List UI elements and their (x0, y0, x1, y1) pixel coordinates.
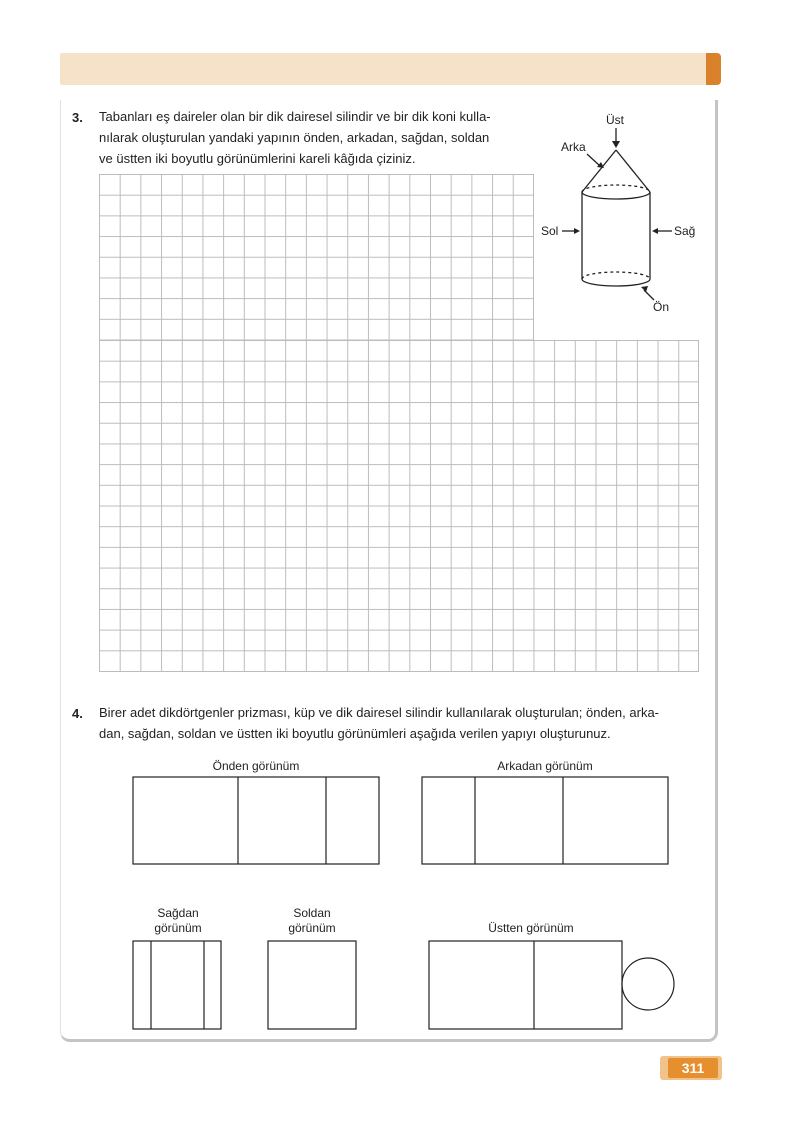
back-view-label: Arkadan görünüm (497, 759, 593, 773)
figure-label-right: Sağ (674, 224, 696, 238)
figure-label-front: Ön (653, 300, 670, 314)
right-view-label-line-1: Sağdan (157, 906, 199, 920)
question-4-line-2: dan, sağdan, soldan ve üstten iki boyutlu görünümleri aşağıda verilen yapıyı oluşturunuz. (99, 726, 611, 741)
question-3-line-2: nılarak oluşturulan yandaki yapının önden, arkadan, sağdan, soldan (99, 130, 490, 145)
figure-label-back: Arka (561, 140, 586, 154)
figure-label-top: Üst (606, 113, 624, 127)
page-number-badge (660, 1056, 722, 1080)
question-4-line-1: Birer adet dikdörtgenler prizması, küp ve dik dairesel silindir kullanılarak oluşturulan; önden, arka- (99, 705, 659, 720)
figure-label-left: Sol (541, 224, 559, 238)
question-3-number: 3. (72, 110, 83, 125)
question-3-line-3: ve üstten iki boyutlu görünümlerini kareli kâğıda çiziniz. (99, 151, 416, 166)
left-view-label-line-2: görünüm (288, 921, 336, 935)
page-number: 311 (668, 1058, 718, 1078)
right-view-label-line-2: görünüm (154, 921, 202, 935)
front-view-label: Önden görünüm (212, 759, 300, 773)
top-view-label: Üstten görünüm (488, 921, 574, 935)
question-4-number: 4. (72, 706, 83, 721)
question-3-line-1: Tabanları eş daireler olan bir dik dairesel silindir ve bir dik koni kulla- (99, 109, 491, 124)
left-view-label-line-1: Soldan (293, 906, 331, 920)
